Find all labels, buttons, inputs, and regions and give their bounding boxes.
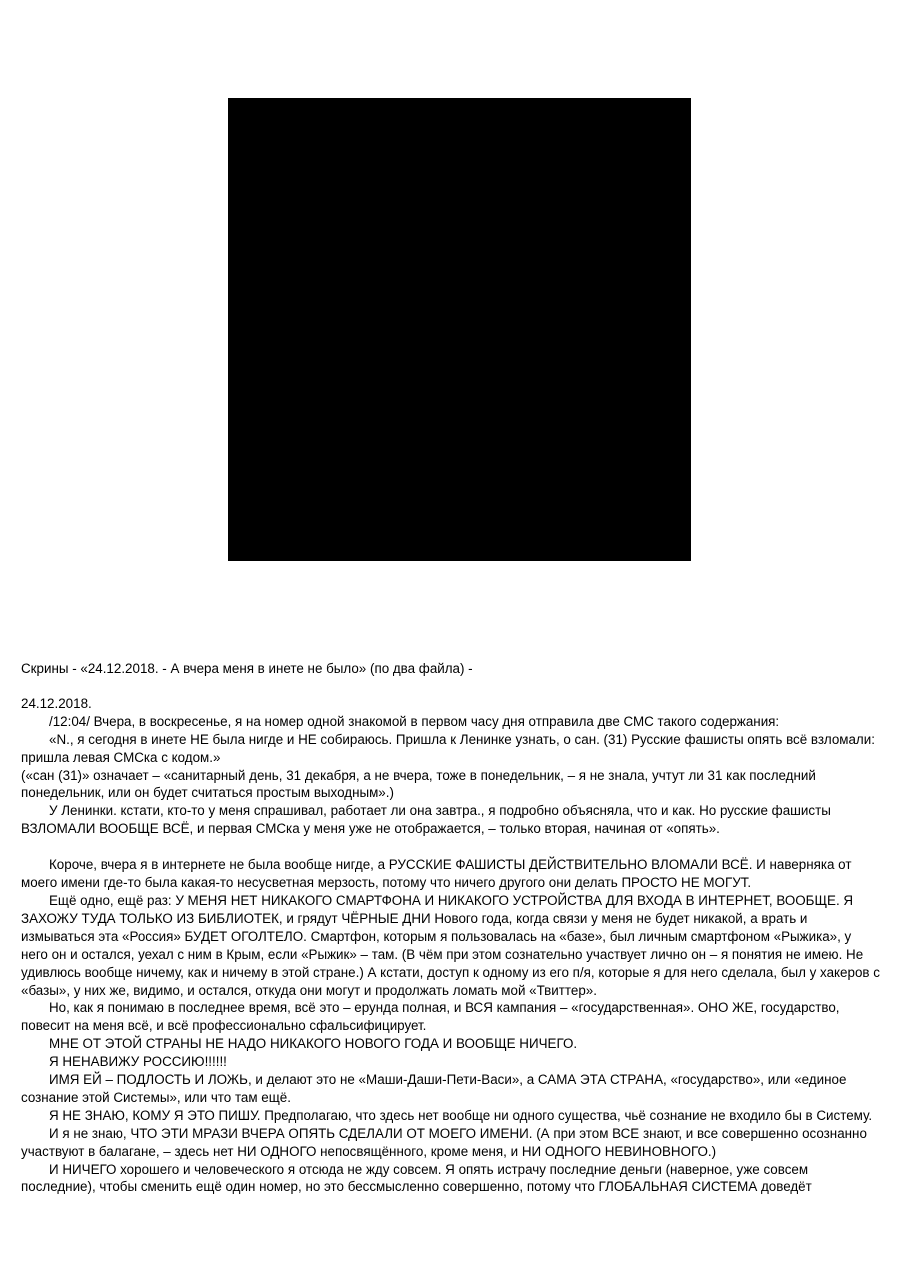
redacted-image (228, 98, 691, 561)
entry-date: 24.12.2018. (21, 695, 92, 711)
paragraph: У Ленинки. кстати, кто-то у меня спрашивал, работает ли она завтра., я подробно объясняла, что и как. Но русские фашисты ВЗЛОМАЛИ ВООБЩЕ ВСЁ, и первая СМСка у меня уже не отображается, – только вторая, начиная от «опять». (21, 803, 831, 837)
paragraph: И НИЧЕГО хорошего и человеческого я отсюда не жду совсем. Я опять истрачу последние деньги (наверное, уже совсем последние), чтобы сменить ещё один номер, но это бессмысленно совершенно, потому что ГЛОБАЛЬНАЯ СИСТЕМА доведёт (21, 1161, 812, 1195)
paragraph: Я НЕНАВИЖУ РОССИЮ!!!!!! (49, 1054, 227, 1070)
paragraph: Я НЕ ЗНАЮ, КОМУ Я ЭТО ПИШУ. Предполагаю, что здесь нет вообще ни одного существа, чьё сознание не входило бы в Систему. (49, 1107, 873, 1123)
paragraph: МНЕ ОТ ЭТОЙ СТРАНЫ НЕ НАДО НИКАКОГО НОВОГО ГОДА И ВООБЩЕ НИЧЕГО. (49, 1036, 578, 1052)
paragraph: («сан (31)» означает – «санитарный день, 31 декабря, а не вчера, тоже в понедельник, – я не знала, учтут ли 31 как последний понедельник, или он будет считаться простым выходным».) (21, 767, 816, 801)
paragraph: ИМЯ ЕЙ – ПОДЛОСТЬ И ЛОЖЬ, и делают это не «Маши-Даши-Пети-Васи», а САМА ЭТА СТРАНА, «государство», или «единое сознание этой Системы», или что там ещё. (21, 1072, 847, 1105)
paragraph: /12:04/ Вчера, в воскресенье, я на номер одной знакомой в первом часу дня отправила две СМС такого содержания: (49, 713, 780, 729)
paragraph: Ещё одно, ещё раз: У МЕНЯ НЕТ НИКАКОГО СМАРТФОНА И НИКАКОГО УСТРОЙСТВА ДЛЯ ВХОДА В ИНТЕРНЕТ, ВООБЩЕ. Я ЗАХОЖУ ТУДА ТОЛЬКО ИЗ БИБЛИОТЕК, и грядут ЧЁРНЫЕ ДНИ Нового года, когда связи у меня не будет никакой, а врать и измываться эта «Россия» БУДЕТ ОГОЛТЕЛО. Смартфон, которым я пользовалась на «базе», был личным смартфоном «Рыжика», у него он и остался, уехал с ним в Крым, если «Рыжик» – там. (В чём при этом сознательно участвует лично он – я понятия не имею. Не удивлюсь вообще ничему, как и ничему в этой стране.) А кстати, доступ к одному из его п/я, которые я для него сделала, был у хакеров с «базы», у них же, видимо, и остался, откуда они могут и продолжать ломать мой «Твиттер». (21, 892, 880, 998)
document-body (21, 660, 881, 1196)
paragraph: Короче, вчера я в интернете не была вообще нигде, а РУССКИЕ ФАШИСТЫ ДЕЙСТВИТЕЛЬНО ВЛОМАЛИ ВСЁ. И наверняка от моего имени где-то была какая-то несусветная мерзость, потому что ничего другого они делать ПРОСТО НЕ МОГУТ. (21, 857, 852, 891)
paragraph: И я не знаю, ЧТО ЭТИ МРАЗИ ВЧЕРА ОПЯТЬ СДЕЛАЛИ ОТ МОЕГО ИМЕНИ. (А при этом ВСЕ знают, и все совершенно осознанно участвуют в балагане, – здесь нет НИ ОДНОГО непосвящённого, кроме меня, и НИ ОДНОГО НЕВИНОВНОГО.) (21, 1125, 867, 1159)
screenshot-caption: Скрины - «24.12.2018. - А вчера меня в инете не было» (по два файла) - (21, 661, 473, 676)
paragraph: Но, как я понимаю в последнее время, всё это – ерунда полная, и ВСЯ кампания – «государственная». ОНО ЖЕ, государство, повесит на меня всё, и всё профессионально сфальсифицирует. (21, 1000, 840, 1034)
paragraph: «N., я сегодня в инете НЕ была нигде и НЕ собираюсь. Пришла к Ленинке узнать, о сан. (31) Русские фашисты опять всё взломали: пришла левая СМСка с кодом.» (21, 731, 875, 765)
